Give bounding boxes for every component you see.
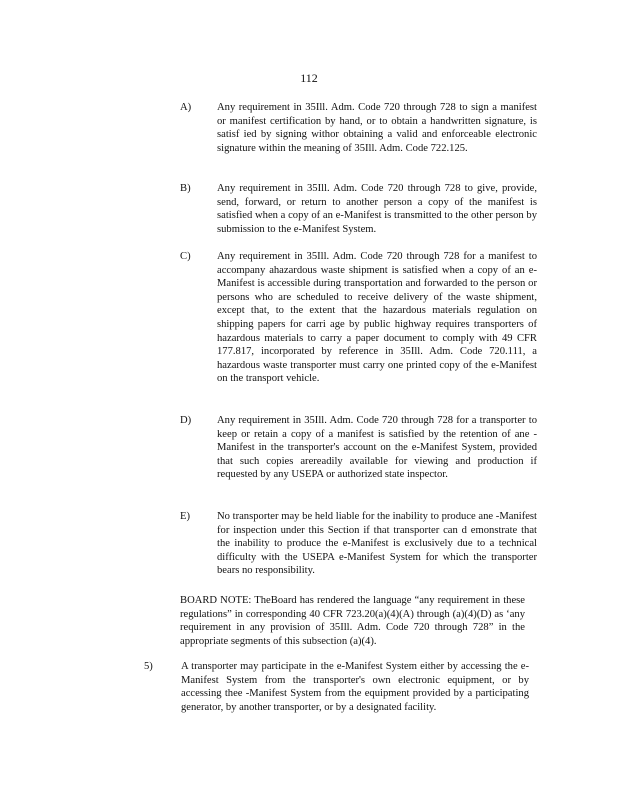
page-number: 112: [300, 71, 318, 85]
item-text: Any requirement in 35Ill. Adm. Code 720 through 728 to sign a manifest or manifest certification by hand, or to obtain a handwritten signature, is satisf ied by signing withor obtaining a valid and enforceable electronic signature within the meaning of 35Ill. Adm. Code 722.125.: [217, 102, 537, 154]
subsection-text: A transporter may participate in the e-Manifest System either by accessing the e-Manifest System from the transporter's own electronic equipment, or by accessing thee -Manifest System from the equipment provided by a participating generator, by another transporter, or by a designated facility.: [181, 661, 529, 713]
item-label: E): [180, 511, 190, 522]
subsection-label: 5): [144, 661, 153, 672]
item-label: A): [180, 102, 192, 113]
item-text: Any requirement in 35Ill. Adm. Code 720 through 728 for a manifest to accompany ahazardous waste shipment is satisfied when a copy of an e-Manifest is accessible during transportation and forwarded to the person or persons who are scheduled to receive delivery of the waste shipment, except that, to the extent that the hazardous materials regulation on shipping papers for carri age by public highway requires transporters of hazardous materials to carry a paper document to comply with 49 CFR 177.817, incorporated by reference in 35Ill. Adm. Code 720.111, a hazardous waste transporter must carry one printed copy of the e-Manifest on the transport vehicle.: [217, 251, 537, 385]
item-text: Any requirement in 35Ill. Adm. Code 720 through 728 to give, provide, send, forward, or return to another person a copy of the manifest is satisfied when a copy of an e-Manifest is transmitted to the other person by submission to the e-Manifest System.: [217, 183, 537, 235]
board-note: BOARD NOTE: TheBoard has rendered the language “any requirement in these regulations” in corresponding 40 CFR 723.20(a)(4)(A) through (a)(4)(D) as ‘any requirement in any provision of 35Ill. Adm. Code 720 through 728” in the appropriate segments of this subsection (a)(4).: [180, 595, 525, 647]
item-text: Any requirement in 35Ill. Adm. Code 720 through 728 for a transporter to keep or retain a copy of a manifest is satisfied by the retention of ane - Manifest in the transporter's account on the e-Manifest System, provided that such copies arereadily available for viewing and production if requested by any USEPA or authorized state inspector.: [217, 415, 537, 481]
item-label: C): [180, 251, 191, 262]
item-label: D): [180, 415, 192, 426]
item-label: B): [180, 183, 191, 194]
item-text: No transporter may be held liable for the inability to produce ane -Manifest for inspection under this Section if that transporter can d emonstrate that the inability to produce the e-Manifest is exclusively due to a technical difficulty with the USEPA e-Manifest System for which the transporter bears no responsibility.: [217, 511, 537, 577]
